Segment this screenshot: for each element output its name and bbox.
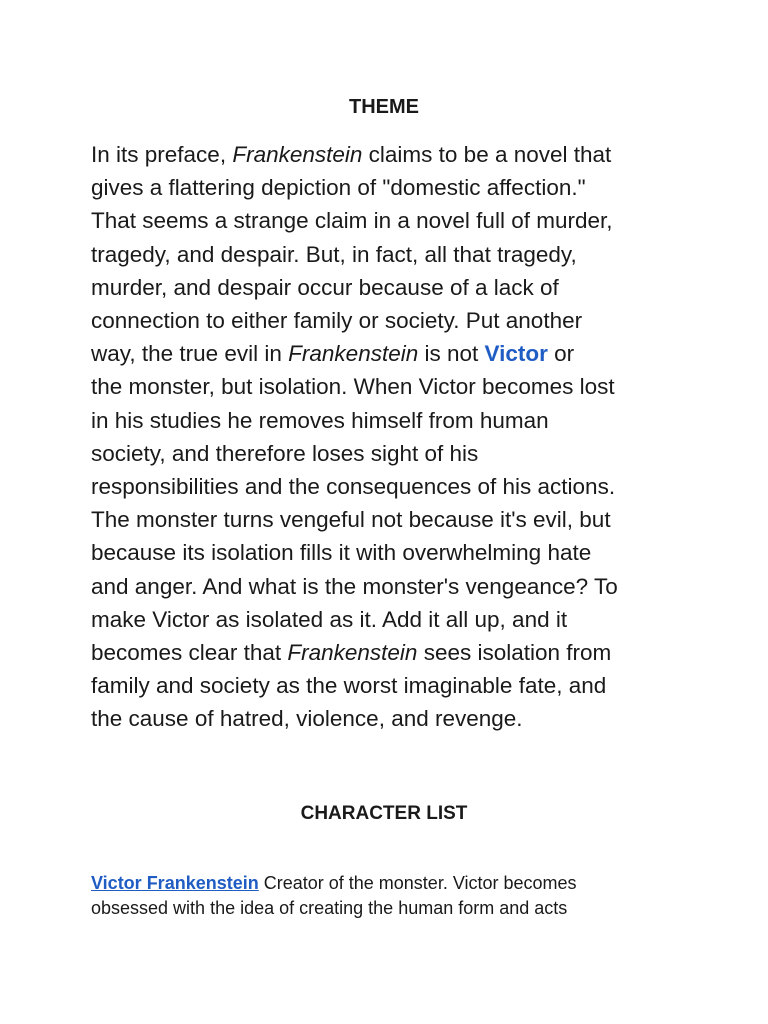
character-list-heading: CHARACTER LIST xyxy=(300,803,468,824)
theme-line xyxy=(91,304,691,337)
theme-line xyxy=(91,570,691,603)
text-segment: That seems a strange claim in a novel full of murder, xyxy=(91,208,613,234)
text-segment: is not xyxy=(418,341,485,367)
text-segment: sees isolation from xyxy=(417,640,612,666)
theme-line xyxy=(91,503,691,536)
text-segment: In its preface, xyxy=(91,142,233,167)
text-segment: the cause of hatred, violence, and revenge. xyxy=(91,706,523,732)
text-segment: society, and therefore loses sight of his xyxy=(91,440,479,466)
theme-line xyxy=(91,204,691,237)
theme-line xyxy=(91,138,691,171)
theme-line xyxy=(91,669,691,702)
text-segment: connection to either family or society. Put another xyxy=(91,308,583,334)
character-entry-line xyxy=(91,871,711,896)
theme-line xyxy=(91,636,691,669)
italic-title: Frankenstein xyxy=(287,640,418,666)
text-segment: make Victor as isolated as it. Add it all up, and it xyxy=(91,606,568,632)
italic-title: Frankenstein xyxy=(232,142,363,167)
theme-line xyxy=(91,603,691,636)
italic-title: Frankenstein xyxy=(288,341,419,367)
text-segment: becomes clear that xyxy=(91,640,288,666)
theme-line xyxy=(91,437,691,470)
text-segment: or xyxy=(547,341,575,367)
text-segment: because its isolation fills it with overwhelming hate xyxy=(91,540,592,566)
theme-heading: THEME xyxy=(349,96,419,118)
text-segment: tragedy, and despair. But, in fact, all that tragedy, xyxy=(91,241,577,267)
theme-line xyxy=(91,370,691,403)
character-description-line: obsessed with the idea of creating the human form and acts xyxy=(91,898,568,918)
text-segment: family and society as the worst imaginable fate, and xyxy=(91,673,607,699)
text-segment: The monster turns vengeful not because it's evil, but xyxy=(91,507,611,533)
character-entry-victor xyxy=(91,871,711,921)
theme-line xyxy=(91,470,691,503)
theme-line xyxy=(91,404,691,437)
text-segment: gives a flattering depiction of "domestic affection." xyxy=(91,175,586,201)
theme-line xyxy=(91,171,691,204)
theme-line xyxy=(91,337,691,370)
text-segment: claims to be a novel that xyxy=(362,142,612,167)
character-link-victor-frankenstein[interactable]: Victor Frankenstein xyxy=(91,873,259,893)
text-segment: murder, and despair occur because of a lack of xyxy=(91,274,559,300)
theme-line xyxy=(91,702,691,735)
text-segment: way, the true evil in xyxy=(91,341,289,367)
theme-line xyxy=(91,271,691,304)
theme-line xyxy=(91,238,691,271)
theme-line xyxy=(91,536,691,569)
text-segment: and anger. And what is the monster's vengeance? To xyxy=(91,573,618,599)
character-link-victor[interactable]: Victor xyxy=(484,341,548,367)
theme-paragraph xyxy=(91,138,691,736)
text-segment: responsibilities and the consequences of his actions. xyxy=(91,474,616,500)
text-segment: the monster, but isolation. When Victor becomes lost xyxy=(91,374,615,400)
text-segment: in his studies he removes himself from human xyxy=(91,407,549,433)
character-description-part: Creator of the monster. Victor becomes xyxy=(258,873,577,893)
